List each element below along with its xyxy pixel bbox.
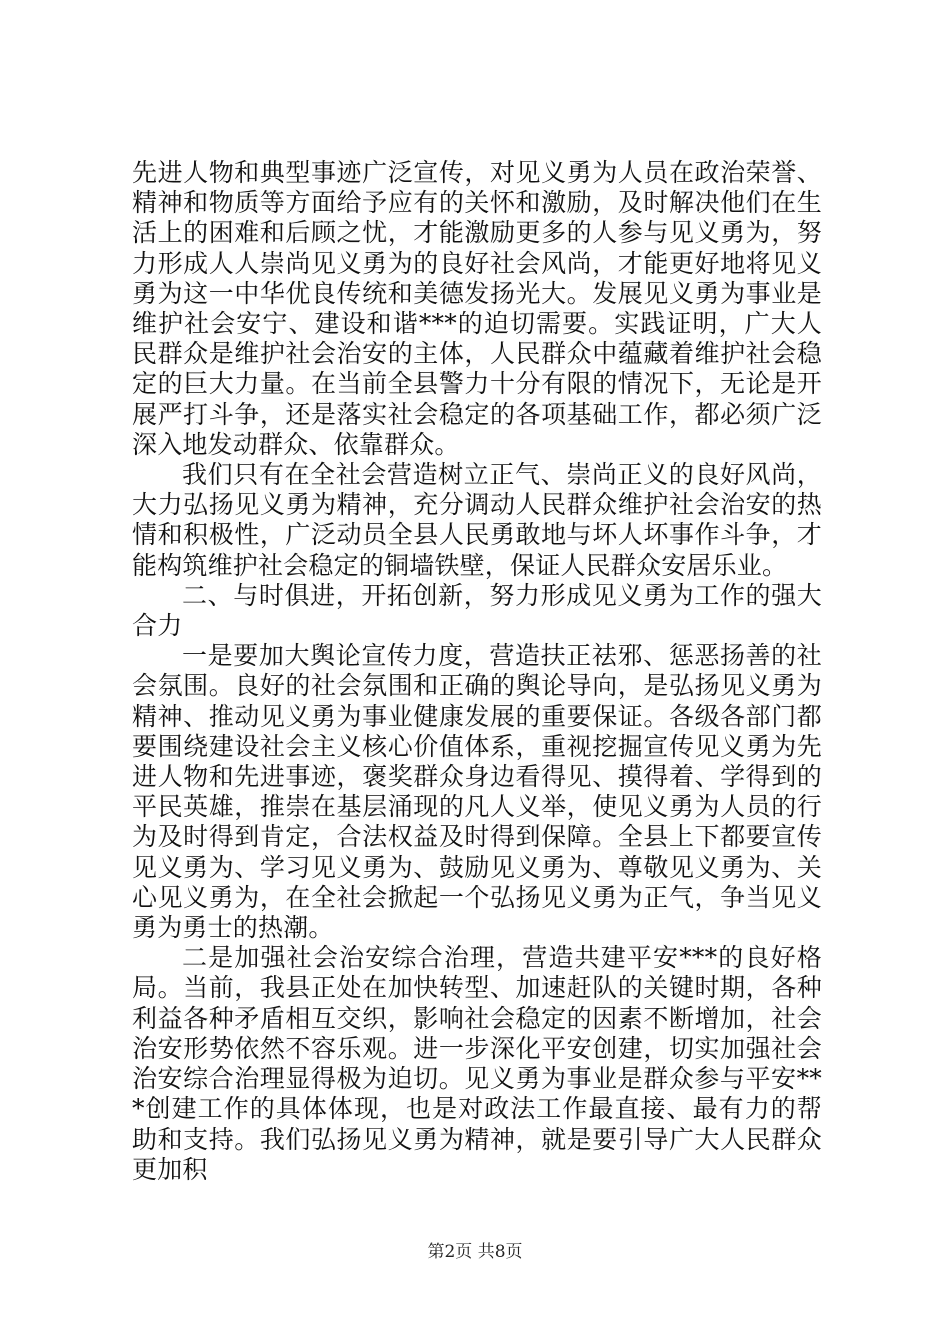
paragraph-public-security: 二是加强社会治安综合治理，营造共建平安***的良好格局。当前，我县正处在加快转型、加速赶队的关键时期，各种利益各种矛盾相互交织，影响社会稳定的因素不断增加，社会治安形势依然不容乐观。进一步深化平安创建，切实加强社会治安综合治理显得极为迫切。见义勇为事业是群众参与平安***创建工作的具体体现，也是对政法工作最直接、最有力的帮助和支持。我们弘扬见义勇为精神，就是要引导广大人民群众更加积 [132,943,822,1184]
page-number-footer: 第2页 共8页 [427,1242,523,1262]
paragraph-social-ethos: 我们只有在全社会营造树立正气、崇尚正义的良好风尚，大力弘扬见义勇为精神，充分调动人民群众维护社会治安的热情和积极性，广泛动员全县人民勇敢地与坏人坏事作斗争，才能构筑维护社会稳定的铜墙铁壁，保证人民群众安居乐业。 [132,460,822,580]
paragraph-publicity: 一是要加大舆论宣传力度，营造扶正祛邪、惩恶扬善的社会氛围。良好的社会氛围和正确的舆论导向，是弘扬见义勇为精神、推动见义勇为事业健康发展的重要保证。各级各部门都要围绕建设社会主义核心价值体系，重视挖掘宣传见义勇为先进人物和先进事迹，褒奖群众身边看得见、摸得着、学得到的平民英雄，推崇在基层涌现的凡人义举，使见义勇为人员的行为及时得到肯定，合法权益及时得到保障。全县上下都要宣传见义勇为、学习见义勇为、鼓励见义勇为、尊敬见义勇为、关心见义勇为，在全社会掀起一个弘扬见义勇为正气，争当见义勇为勇士的热潮。 [132,641,822,943]
section-heading-two: 二、与时俱进，开拓创新，努力形成见义勇为工作的强大合力 [132,580,822,641]
paragraph-continuation: 先进人物和典型事迹广泛宣传，对见义勇为人员在政治荣誉、精神和物质等方面给予应有的关怀和激励，及时解决他们在生活上的困难和后顾之忧，才能激励更多的人参与见义勇为，努力形成人人崇尚见义勇为的良好社会风尚，才能更好地将见义勇为这一中华优良传统和美德发扬光大。发展见义勇为事业是维护社会安宁、建设和谐***的迫切需要。实践证明，广大人民群众是维护社会治安的主体，人民群众中蕴藏着维护社会稳定的巨大力量。在当前全县警力十分有限的情况下，无论是开展严打斗争，还是落实社会稳定的各项基础工作，都必须广泛深入地发动群众、依靠群众。 [132,158,822,459]
document-body [132,158,822,1185]
